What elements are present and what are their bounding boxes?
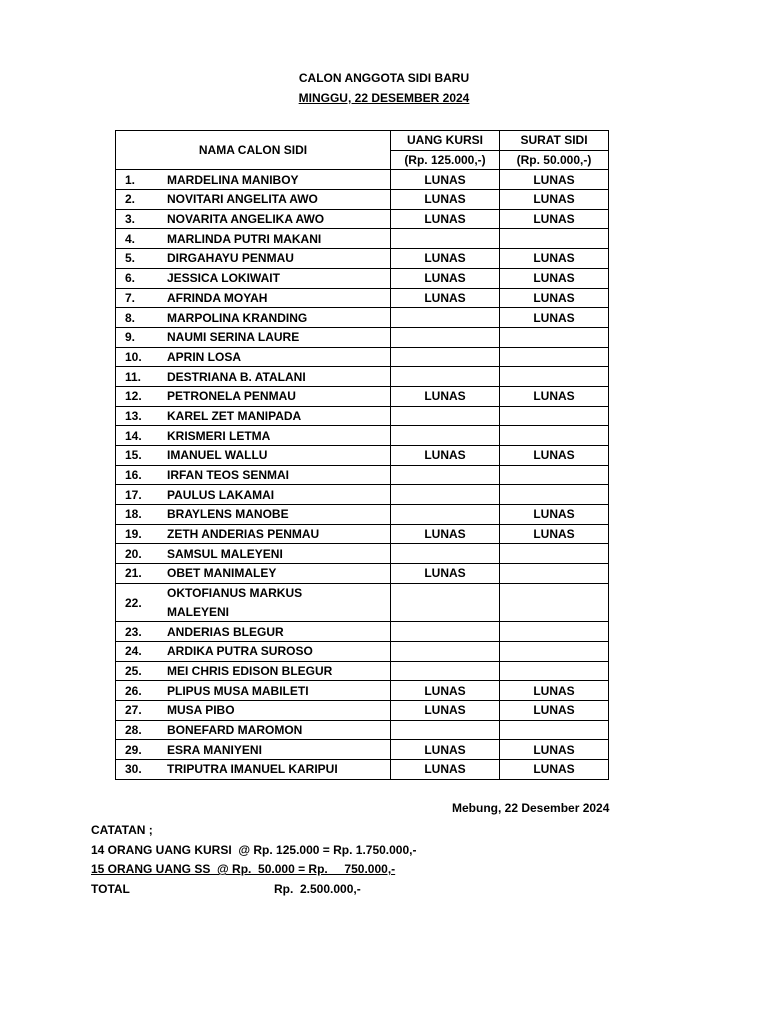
row-name: NOVITARI ANGELITA AWO [167,190,391,210]
row-number: 11. [116,367,168,387]
table-row [116,170,609,190]
document-subtitle: MINGGU, 22 DESEMBER 2024 [298,91,470,105]
row-kursi-status [391,641,500,661]
table-row [116,229,609,249]
notes-line-kursi: 14 ORANG UANG KURSI @ Rp. 125.000 = Rp. 1.750.000,- [91,842,417,857]
row-surat-status: LUNAS [500,209,609,229]
row-surat-status [500,465,609,485]
row-surat-status [500,583,609,621]
member-table [115,130,609,780]
row-kursi-status: LUNAS [391,700,500,720]
row-name: ARDIKA PUTRA SUROSO [167,641,391,661]
row-name-line2: MALEYENI [167,603,391,622]
row-kursi-status: LUNAS [391,170,500,190]
row-surat-status: LUNAS [500,190,609,210]
row-surat-status [500,229,609,249]
table-row [116,209,609,229]
row-surat-status: LUNAS [500,505,609,525]
row-number: 28. [116,720,168,740]
row-number: 10. [116,347,168,367]
table-row [116,700,609,720]
row-kursi-status: LUNAS [391,268,500,288]
row-number: 3. [116,209,168,229]
table-row [116,288,609,308]
row-name: TRIPUTRA IMANUEL KARIPUI [167,760,391,780]
row-kursi-status: LUNAS [391,446,500,466]
row-kursi-status [391,406,500,426]
row-kursi-status: LUNAS [391,386,500,406]
place-date: Mebung, 22 Desember 2024 [452,801,610,815]
row-name: ESRA MANIYENI [167,740,391,760]
row-kursi-status [391,661,500,681]
row-name: BRAYLENS MANOBE [167,505,391,525]
row-number: 30. [116,760,168,780]
header-kursi: UANG KURSI [391,131,500,151]
row-kursi-status: LUNAS [391,681,500,701]
total-label: TOTAL [91,881,130,896]
row-kursi-status: LUNAS [391,288,500,308]
document-title: CALON ANGGOTA SIDI BARU [298,71,470,85]
row-kursi-status [391,327,500,347]
row-number: 18. [116,505,168,525]
row-name: ZETH ANDERIAS PENMAU [167,524,391,544]
table-row [116,505,609,525]
row-kursi-status: LUNAS [391,740,500,760]
row-name: KAREL ZET MANIPADA [167,406,391,426]
row-name: MARDELINA MANIBOY [167,170,391,190]
table-row [116,760,609,780]
row-surat-status: LUNAS [500,170,609,190]
table-row [116,681,609,701]
row-surat-status [500,622,609,642]
row-number: 12. [116,386,168,406]
row-number: 17. [116,485,168,505]
row-number: 25. [116,661,168,681]
row-name: JESSICA LOKIWAIT [167,268,391,288]
row-kursi-status: LUNAS [391,524,500,544]
table-row [116,583,609,602]
row-number: 20. [116,544,168,564]
row-name: NAUMI SERINA LAURE [167,327,391,347]
row-kursi-status [391,583,500,621]
header-name: NAMA CALON SIDI [116,131,391,170]
row-name: MARPOLINA KRANDING [167,308,391,328]
row-name: APRIN LOSA [167,347,391,367]
row-name: SAMSUL MALEYENI [167,544,391,564]
row-surat-status: LUNAS [500,700,609,720]
row-surat-status [500,485,609,505]
row-surat-status [500,661,609,681]
row-surat-status: LUNAS [500,386,609,406]
row-surat-status: LUNAS [500,681,609,701]
row-number: 2. [116,190,168,210]
row-name: MEI CHRIS EDISON BLEGUR [167,661,391,681]
row-name: PETRONELA PENMAU [167,386,391,406]
table-row [116,720,609,740]
table-row [116,327,609,347]
row-number: 6. [116,268,168,288]
row-name: MARLINDA PUTRI MAKANI [167,229,391,249]
row-number: 19. [116,524,168,544]
table-row [116,465,609,485]
row-number: 14. [116,426,168,446]
table-row [116,308,609,328]
row-kursi-status [391,720,500,740]
row-number: 21. [116,564,168,584]
row-number: 29. [116,740,168,760]
row-number: 24. [116,641,168,661]
table-header-row [116,131,609,151]
row-surat-status [500,544,609,564]
row-kursi-status: LUNAS [391,209,500,229]
notes-label: CATATAN ; [91,823,153,837]
row-name: OBET MANIMALEY [167,564,391,584]
notes-section [91,821,416,899]
row-kursi-status [391,308,500,328]
row-kursi-status: LUNAS [391,249,500,269]
row-number: 15. [116,446,168,466]
row-number: 26. [116,681,168,701]
row-kursi-status: LUNAS [391,760,500,780]
row-name: ANDERIAS BLEGUR [167,622,391,642]
row-kursi-status [391,347,500,367]
row-name: AFRINDA MOYAH [167,288,391,308]
row-surat-status [500,347,609,367]
row-number: 5. [116,249,168,269]
row-surat-status: LUNAS [500,308,609,328]
row-surat-status: LUNAS [500,740,609,760]
table-row [116,426,609,446]
notes-total-row [91,880,416,900]
table-row [116,524,609,544]
table-row [116,641,609,661]
row-surat-status: LUNAS [500,288,609,308]
row-surat-status [500,564,609,584]
row-number: 7. [116,288,168,308]
row-number: 1. [116,170,168,190]
row-number: 16. [116,465,168,485]
row-kursi-status [391,465,500,485]
row-number: 4. [116,229,168,249]
header-kursi-price: (Rp. 125.000,-) [391,150,500,170]
row-name: MUSA PIBO [167,700,391,720]
row-surat-status [500,720,609,740]
table-row [116,249,609,269]
row-kursi-status [391,426,500,446]
row-name: IMANUEL WALLU [167,446,391,466]
table-row [116,347,609,367]
row-number: 27. [116,700,168,720]
row-name: NOVARITA ANGELIKA AWO [167,209,391,229]
table-row [116,386,609,406]
row-name: PAULUS LAKAMAI [167,485,391,505]
row-name: IRFAN TEOS SENMAI [167,465,391,485]
row-surat-status: LUNAS [500,249,609,269]
header-surat: SURAT SIDI [500,131,609,151]
row-surat-status [500,327,609,347]
table-row [116,485,609,505]
row-number: 23. [116,622,168,642]
table-row [116,406,609,426]
notes-line-ss: 15 ORANG UANG SS @ Rp. 50.000 = Rp. 750.000,- [91,862,396,877]
table-row [116,446,609,466]
table-row [116,190,609,210]
total-value: Rp. 2.500.000,- [274,881,361,896]
row-surat-status [500,367,609,387]
row-surat-status [500,426,609,446]
row-name: KRISMERI LETMA [167,426,391,446]
row-kursi-status [391,544,500,564]
table-row [116,268,609,288]
row-surat-status: LUNAS [500,446,609,466]
row-kursi-status: LUNAS [391,564,500,584]
table-row [116,740,609,760]
row-surat-status: LUNAS [500,524,609,544]
row-number: 13. [116,406,168,426]
row-surat-status [500,406,609,426]
row-kursi-status [391,367,500,387]
row-kursi-status [391,229,500,249]
row-number: 22. [116,583,168,621]
row-number: 9. [116,327,168,347]
header-surat-price: (Rp. 50.000,-) [500,150,609,170]
row-name: OKTOFIANUS MARKUS [167,583,391,602]
row-surat-status [500,641,609,661]
table-row [116,544,609,564]
row-kursi-status [391,505,500,525]
row-number: 8. [116,308,168,328]
table-row [116,367,609,387]
row-kursi-status [391,485,500,505]
row-surat-status: LUNAS [500,268,609,288]
row-kursi-status: LUNAS [391,190,500,210]
table-row [116,622,609,642]
row-name: BONEFARD MAROMON [167,720,391,740]
table-row [116,564,609,584]
row-surat-status: LUNAS [500,760,609,780]
row-name: DESTRIANA B. ATALANI [167,367,391,387]
row-name: DIRGAHAYU PENMAU [167,249,391,269]
row-name: PLIPUS MUSA MABILETI [167,681,391,701]
row-kursi-status [391,622,500,642]
table-row [116,661,609,681]
